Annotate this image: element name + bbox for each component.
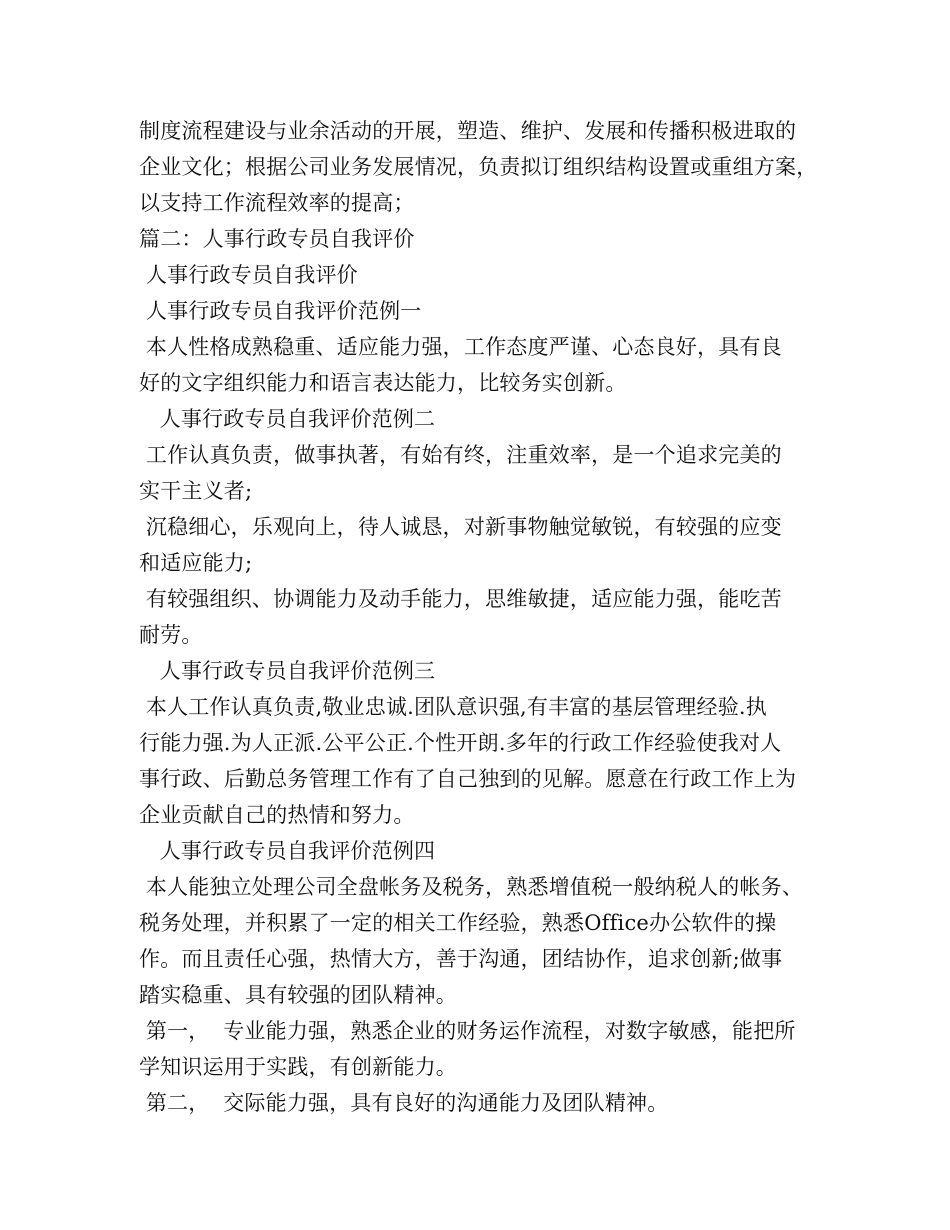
text-line: 踏实稳重、具有较强的团队精神。 (139, 983, 457, 1007)
text-line: 企业文化；根据公司业务发展情况，负责拟订组织结构设置或重组方案， (139, 155, 818, 179)
text-line: 以支持工作流程效率的提高； (139, 191, 415, 215)
text-line: 第二， 交际能力强，具有良好的沟通能力及团队精神。 (139, 1091, 669, 1115)
text-line: 制度流程建设与业余活动的开展，塑造、维护、发展和传播积极进取的 (139, 119, 797, 143)
text-line: 企业贡献自己的热情和努力。 (139, 803, 415, 827)
section-title: 人事行政专员自我评价 (139, 263, 358, 287)
text-line: 事行政、后勤总务管理工作有了自己独到的见解。愿意在行政工作上为 (139, 767, 797, 791)
example-heading: 人事行政专员自我评价范例一 (139, 299, 422, 323)
text-line: 好的文字组织能力和语言表达能力，比较务实创新。 (139, 371, 627, 395)
text-line: 学知识运用于实践，有创新能力。 (139, 1055, 457, 1079)
example-heading: 人事行政专员自我评价范例三 (139, 659, 436, 683)
text-line: 行能力强.为人正派.公平公正.个性开朗.多年的行政工作经验使我对人 (139, 731, 782, 755)
text-line: 有较强组织、协调能力及动手能力，思维敏捷，适应能力强，能吃苦 (139, 587, 782, 611)
text-line: 沉稳细心，乐观向上，待人诚恳，对新事物触觉敏锐，有较强的应变 (139, 515, 782, 539)
example-heading: 人事行政专员自我评价范例四 (139, 839, 436, 863)
text-line: 税务处理，并积累了一定的相关工作经验，熟悉Office办公软件的操 (139, 911, 777, 935)
text-line: 第一， 专业能力强，熟悉企业的财务运作流程，对数字敏感，能把所 (139, 1019, 796, 1043)
text-line: 本人能独立处理公司全盘帐务及税务，熟悉增值税一般纳税人的帐务、 (139, 875, 804, 899)
section-heading: 篇二：人事行政专员自我评价 (139, 227, 415, 251)
text-line: 耐劳。 (139, 623, 203, 647)
text-line: 和适应能力; (139, 551, 253, 575)
text-line: 实干主义者; (139, 479, 253, 503)
example-heading: 人事行政专员自我评价范例二 (139, 407, 436, 431)
text-line: 工作认真负责，做事执著，有始有终，注重效率，是一个追求完美的 (139, 443, 782, 467)
text-line: 本人性格成熟稳重、适应能力强，工作态度严谨、心态良好，具有良 (139, 335, 782, 359)
text-line: 本人工作认真负责,敬业忠诚.团队意识强,有丰富的基层管理经验.执 (139, 695, 767, 719)
text-line: 作。而且责任心强，热情大方，善于沟通，团结协作，追求创新;做事 (139, 947, 783, 971)
document-body (139, 113, 819, 1121)
